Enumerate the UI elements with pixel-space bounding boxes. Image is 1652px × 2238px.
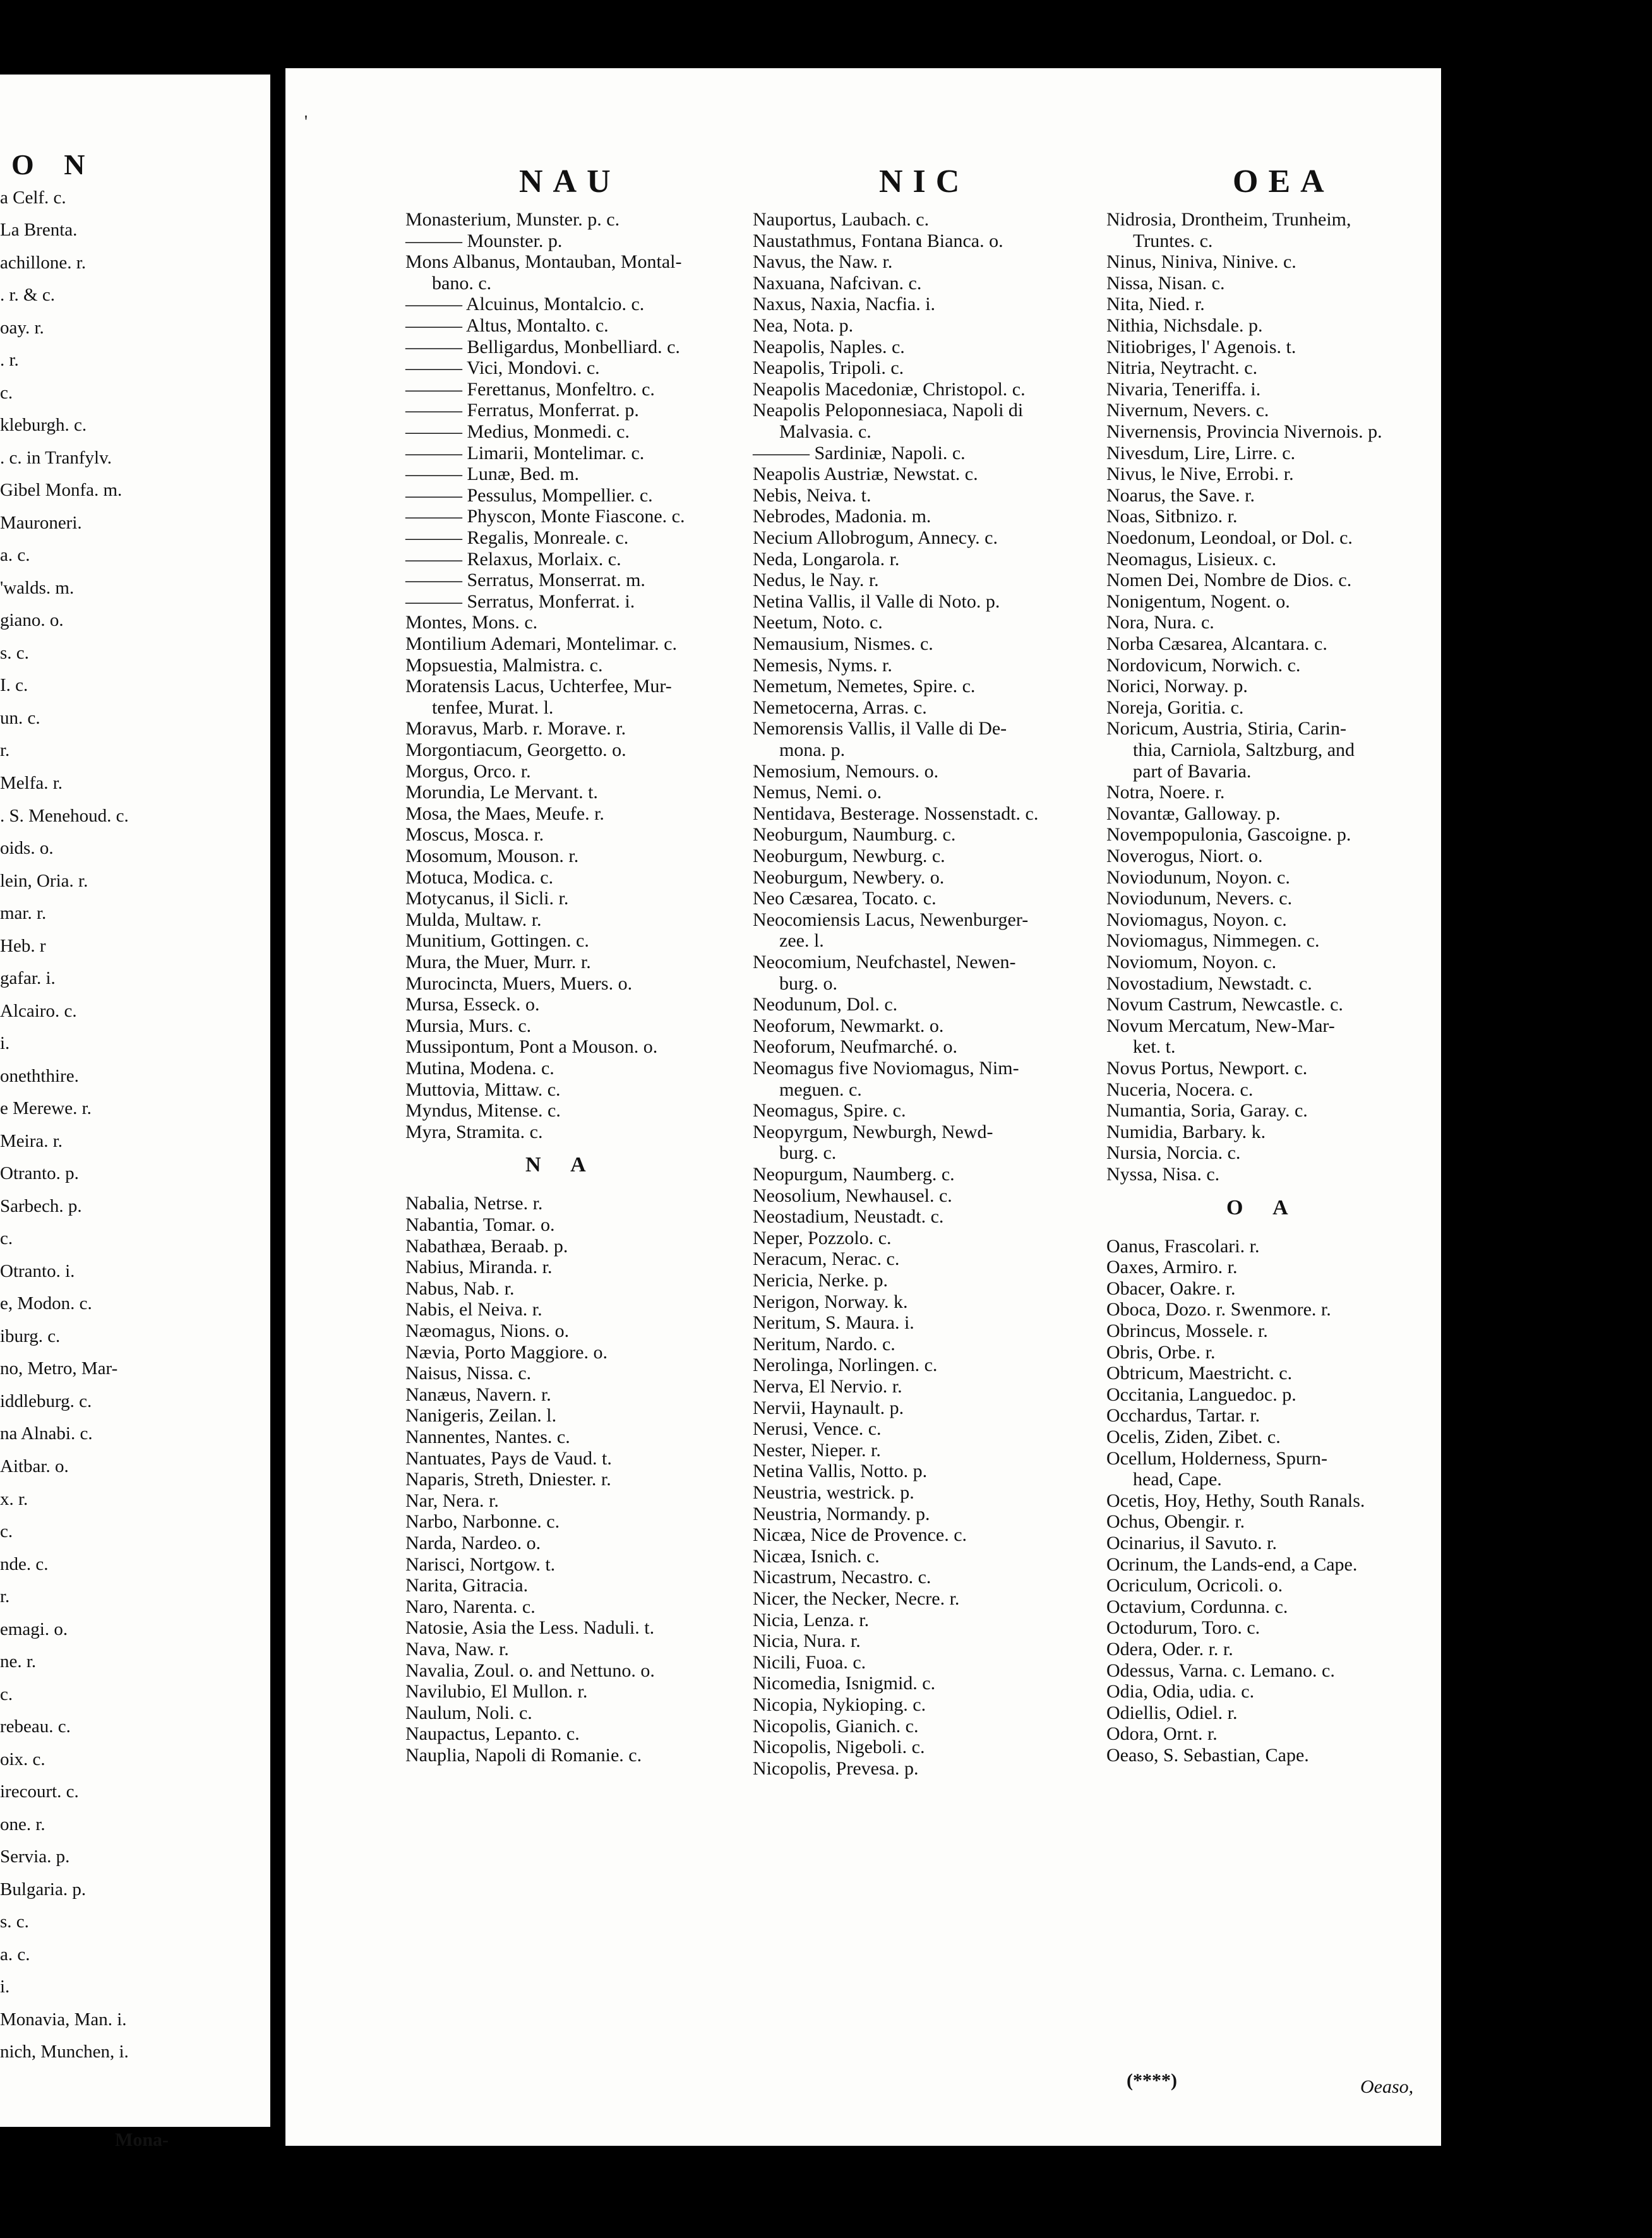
dictionary-entry: Montilium Ademari, Montelimar. c. <box>405 633 677 654</box>
dictionary-entry: ——— Ferettanus, Monfeltro. c. <box>405 378 655 400</box>
dictionary-entry: Nicæa, Isnich. c. <box>753 1545 880 1567</box>
dictionary-entry: Neracum, Nerac. c. <box>753 1248 900 1270</box>
dictionary-entry: Myra, Stramita. c. <box>405 1121 543 1142</box>
dictionary-entry: Navus, the Naw. r. <box>753 251 893 273</box>
left-page-line: . r. <box>0 350 19 371</box>
dictionary-entry: Nabathæa, Beraab. p. <box>405 1235 568 1257</box>
dictionary-entry: Occitania, Languedoc. p. <box>1106 1384 1296 1405</box>
dictionary-entry: Neapolis Macedoniæ, Christopol. c. <box>753 378 1026 400</box>
dictionary-entry: Nemosium, Nemours. o. <box>753 760 939 782</box>
dictionary-entry: Nuceria, Nocera. c. <box>1106 1079 1254 1100</box>
dictionary-entry: Næomagus, Nions. o. <box>405 1320 570 1341</box>
dictionary-entry: mona. p. <box>779 739 846 760</box>
dictionary-entry: ——— Medius, Monmedi. c. <box>405 421 630 442</box>
dictionary-entry: Nebrodes, Madonia. m. <box>753 506 931 527</box>
dictionary-entry: Neocomium, Neufchastel, Newen- <box>753 952 1016 972</box>
left-page-line: Aitbar. o. <box>0 1456 69 1477</box>
left-page-line: Servia. p. <box>0 1846 70 1867</box>
column-heading: NAU <box>519 164 621 200</box>
dictionary-entry: Novus Portus, Newport. c. <box>1106 1058 1308 1079</box>
dictionary-entry: Novantæ, Galloway. p. <box>1106 803 1281 824</box>
dictionary-entry: Norba Cæsarea, Alcantara. c. <box>1106 633 1327 654</box>
signature-mark: (****) <box>1127 2070 1177 2091</box>
dictionary-entry: Nabantia, Tomar. o. <box>405 1214 555 1235</box>
dictionary-entry: Nicopia, Nykioping. c. <box>753 1694 926 1715</box>
left-page-line: oneththire. <box>0 1065 79 1086</box>
dictionary-entry: Nivus, le Nive, Errobi. r. <box>1106 464 1294 485</box>
column-heading: NIC <box>879 164 970 200</box>
dictionary-entry: Neosolium, Newhausel. c. <box>753 1185 952 1206</box>
dictionary-entry: Mosomum, Mouson. r. <box>405 846 579 866</box>
dictionary-entry: Narbo, Narbonne. c. <box>405 1511 560 1533</box>
dictionary-entry: Nanæus, Navern. r. <box>405 1384 551 1405</box>
dictionary-entry: Nora, Nura. c. <box>1106 612 1214 633</box>
left-page-line: i. <box>0 1033 10 1054</box>
left-page-line: Mauroneri. <box>0 512 82 533</box>
dictionary-entry: Nyssa, Nisa. c. <box>1106 1164 1220 1185</box>
dictionary-entry: Odera, Oder. r. r. <box>1106 1639 1233 1660</box>
dictionary-entry: Nomen Dei, Nombre de Dios. c. <box>1106 570 1352 591</box>
dictionary-entry: Nericia, Nerke. p. <box>753 1270 889 1291</box>
dictionary-entry: zee. l. <box>779 930 824 952</box>
dictionary-entry: Morgus, Orco. r. <box>405 760 531 782</box>
dictionary-entry: Neodunum, Dol. c. <box>753 994 898 1015</box>
dictionary-entry: Occhardus, Tartar. r. <box>1106 1405 1260 1427</box>
dictionary-entry: ket. t. <box>1133 1036 1176 1058</box>
dictionary-entry: Novum Mercatum, New-Mar- <box>1106 1015 1335 1036</box>
dictionary-entry: Neopurgum, Naumberg. c. <box>753 1164 955 1185</box>
dictionary-entry: Noviodunum, Nevers. c. <box>1106 888 1293 909</box>
dictionary-entry: Octavium, Cordunna. c. <box>1106 1596 1288 1617</box>
left-page-line: . S. Menehoud. c. <box>0 805 129 826</box>
dictionary-entry: Naulum, Noli. c. <box>405 1702 532 1723</box>
left-page-line: kleburgh. c. <box>0 415 87 436</box>
dictionary-entry: Noas, Sitbnizo. r. <box>1106 506 1238 527</box>
dictionary-entry: Nabis, el Neiva. r. <box>405 1299 542 1320</box>
dictionary-entry: tenfee, Murat. l. <box>432 697 554 718</box>
dictionary-entry: Nannentes, Nantes. c. <box>405 1427 570 1447</box>
left-page-line: r. <box>0 740 10 761</box>
dictionary-entry: Noverogus, Niort. o. <box>1106 846 1263 866</box>
left-page-line: Melfa. r. <box>0 772 63 793</box>
dictionary-entry: ——— Limarii, Montelimar. c. <box>405 442 645 464</box>
dictionary-entry: Nursia, Norcia. c. <box>1106 1142 1241 1164</box>
left-page-line: r. <box>0 1586 10 1607</box>
dictionary-entry: Nauplia, Napoli di Romanie. c. <box>405 1745 642 1766</box>
dictionary-entry: Nicopolis, Gianich. c. <box>753 1715 919 1737</box>
right-catchword: Oeaso, <box>1360 2076 1414 2097</box>
left-page-line: Bulgaria. p. <box>0 1879 87 1900</box>
dictionary-entry: Motycanus, il Sicli. r. <box>405 888 569 909</box>
left-page-heading: O N <box>11 148 97 181</box>
dictionary-entry: burg. o. <box>779 972 837 994</box>
dictionary-entry: Ocetis, Hoy, Hethy, South Ranals. <box>1106 1490 1365 1511</box>
dictionary-entry: ——— Belligardus, Monbelliard. c. <box>405 336 680 357</box>
dictionary-entry: Neapolis Austriæ, Newstat. c. <box>753 464 978 485</box>
dictionary-entry: Oanus, Frascolari. r. <box>1106 1235 1260 1257</box>
dictionary-entry: Octodurum, Toro. c. <box>1106 1617 1260 1639</box>
dictionary-entry: Odiellis, Odiel. r. <box>1106 1702 1238 1723</box>
dictionary-entry: Nicastrum, Necastro. c. <box>753 1567 931 1588</box>
dictionary-entry: Odessus, Varna. c. Lemano. c. <box>1106 1660 1335 1681</box>
left-page-line: achillone. r. <box>0 252 87 273</box>
dictionary-entry: Neoburgum, Newburg. c. <box>753 846 945 866</box>
section-subheading: N A <box>525 1153 599 1177</box>
dictionary-entry: Noviomagus, Noyon. c. <box>1106 909 1287 930</box>
dictionary-entry: Nar, Nera. r. <box>405 1490 499 1511</box>
dictionary-entry: Mons Albanus, Montauban, Montal- <box>405 251 682 273</box>
dictionary-entry: ——— Serratus, Monserrat. m. <box>405 570 645 591</box>
dictionary-entry: Neetum, Noto. c. <box>753 612 883 633</box>
dictionary-entry: Mutina, Modena. c. <box>405 1058 554 1079</box>
left-page-line: Monavia, Man. i. <box>0 2009 127 2030</box>
left-catchword: Mona- <box>115 2129 169 2150</box>
dictionary-entry: ——— Mounster. p. <box>405 230 563 251</box>
dictionary-entry: Mulda, Multaw. r. <box>405 909 542 930</box>
dictionary-entry: Nemorensis Vallis, il Valle di De- <box>753 718 1007 739</box>
top-mark: ' <box>304 112 308 132</box>
dictionary-entry: Moravus, Marb. r. Morave. r. <box>405 718 626 739</box>
dictionary-entry: Truntes. c. <box>1133 230 1213 251</box>
dictionary-entry: Nea, Nota. p. <box>753 315 854 336</box>
left-page-line: un. c. <box>0 707 40 728</box>
left-page-line: lein, Oria. r. <box>0 870 88 891</box>
dictionary-entry: Mura, the Muer, Murr. r. <box>405 952 591 972</box>
dictionary-entry: Ninus, Niniva, Ninive. c. <box>1106 251 1296 273</box>
dictionary-entry: ——— Serratus, Monferrat. i. <box>405 590 635 612</box>
dictionary-entry: Nithia, Nichsdale. p. <box>1106 315 1263 336</box>
dictionary-entry: Nervii, Haynault. p. <box>753 1397 904 1418</box>
left-page-line: . r. & c. <box>0 285 55 306</box>
left-page-line: e Merewe. r. <box>0 1098 92 1119</box>
dictionary-entry: Natosie, Asia the Less. Naduli. t. <box>405 1617 655 1639</box>
dictionary-entry: Numidia, Barbary. k. <box>1106 1121 1266 1142</box>
dictionary-entry: Nantuates, Pays de Vaud. t. <box>405 1447 612 1469</box>
dictionary-entry: Neopyrgum, Newburgh, Newd- <box>753 1121 993 1142</box>
dictionary-entry: Obrincus, Mossele. r. <box>1106 1320 1268 1341</box>
dictionary-entry: Obtricum, Maestricht. c. <box>1106 1363 1293 1384</box>
dictionary-entry: Nemesis, Nyms. r. <box>753 654 892 676</box>
left-page-line: Heb. r <box>0 935 46 956</box>
dictionary-entry: Numantia, Soria, Garay. c. <box>1106 1100 1308 1122</box>
dictionary-entry: Navalia, Zoul. o. and Nettuno. o. <box>405 1660 655 1681</box>
dictionary-entry: Nicer, the Necker, Necre. r. <box>753 1588 960 1609</box>
dictionary-entry: Naupactus, Lepanto. c. <box>405 1723 580 1745</box>
dictionary-entry: Mussipontum, Pont a Mouson. o. <box>405 1036 658 1058</box>
dictionary-entry: Notra, Noere. r. <box>1106 782 1225 803</box>
dictionary-entry: Nitiobriges, l' Agenois. t. <box>1106 336 1296 357</box>
dictionary-entry: Neoforum, Neufmarché. o. <box>753 1036 958 1058</box>
left-page-line: Alcairo. c. <box>0 1000 77 1021</box>
dictionary-entry: Navilubio, El Mullon. r. <box>405 1681 588 1702</box>
dictionary-entry: Nedus, le Nay. r. <box>753 570 879 591</box>
dictionary-entry: ——— Vici, Mondovi. c. <box>405 357 600 379</box>
dictionary-entry: Ocellum, Holderness, Spurn- <box>1106 1447 1327 1469</box>
dictionary-entry: Neoburgum, Newbery. o. <box>753 866 945 888</box>
dictionary-entry: ——— Relaxus, Morlaix. c. <box>405 548 621 570</box>
left-page-line: c. <box>0 1684 13 1704</box>
left-page-line: nich, Munchen, i. <box>0 2042 129 2062</box>
dictionary-entry: Neritum, S. Maura. i. <box>753 1312 914 1334</box>
dictionary-entry: Nissa, Nisan. c. <box>1106 272 1225 294</box>
dictionary-entry: Nemetum, Nemetes, Spire. c. <box>753 676 976 697</box>
dictionary-entry: Nemus, Nemi. o. <box>753 782 882 803</box>
dictionary-entry: Nanigeris, Zeilan. l. <box>405 1405 557 1427</box>
dictionary-entry: Noviomagus, Nimmegen. c. <box>1106 930 1320 952</box>
dictionary-entry: Neostadium, Neustadt. c. <box>753 1206 944 1228</box>
dictionary-entry: Nicopolis, Nigeboli. c. <box>753 1737 925 1758</box>
column-heading: OEA <box>1233 164 1334 200</box>
dictionary-entry: Nicia, Lenza. r. <box>753 1609 870 1631</box>
dictionary-entry: burg. c. <box>779 1142 837 1164</box>
dictionary-entry: ——— Alcuinus, Montalcio. c. <box>405 294 645 315</box>
left-page-line: c. <box>0 1521 13 1542</box>
dictionary-entry: Nava, Naw. r. <box>405 1639 509 1660</box>
left-page-line: a. c. <box>0 1944 30 1965</box>
dictionary-entry: Obacer, Oakre. r. <box>1106 1278 1236 1299</box>
dictionary-entry: Mosa, the Maes, Meufe. r. <box>405 803 604 824</box>
dictionary-entry: Nævia, Porto Maggiore. o. <box>405 1341 608 1363</box>
left-page-line: oay. r. <box>0 317 44 338</box>
dictionary-entry: Neo Cæsarea, Tocato. c. <box>753 888 937 909</box>
dictionary-entry: Neapolis, Tripoli. c. <box>753 357 904 379</box>
dictionary-entry: Neomagus, Lisieux. c. <box>1106 548 1277 570</box>
dictionary-entry: Narda, Nardeo. o. <box>405 1533 541 1553</box>
left-page-line: c. <box>0 1228 13 1249</box>
dictionary-entry: Nicia, Nura. r. <box>753 1631 861 1652</box>
dictionary-entry: Neda, Longarola. r. <box>753 548 900 570</box>
dictionary-entry: Nauportus, Laubach. c. <box>753 209 930 230</box>
dictionary-entry: Neomagus five Noviomagus, Nim- <box>753 1058 1019 1079</box>
dictionary-entry: Nivaria, Teneriffa. i. <box>1106 378 1261 400</box>
left-page-line: Meira. r. <box>0 1130 63 1151</box>
dictionary-entry: Nerolinga, Norlingen. c. <box>753 1355 938 1376</box>
dictionary-entry: Nemausium, Nismes. c. <box>753 633 933 654</box>
dictionary-entry: Nivernensis, Provincia Nivernois. p. <box>1106 421 1382 442</box>
left-page-line: s. c. <box>0 1912 29 1932</box>
dictionary-entry: Nonigentum, Nogent. o. <box>1106 590 1290 612</box>
dictionary-entry: Murocincta, Muers, Muers. o. <box>405 972 633 994</box>
dictionary-entry: Morgontiacum, Georgetto. o. <box>405 739 626 760</box>
dictionary-entry: Neustria, westrick. p. <box>753 1482 914 1503</box>
dictionary-entry: Malvasia. c. <box>779 421 871 442</box>
left-page-line: Otranto. i. <box>0 1260 75 1281</box>
dictionary-entry: Neapolis Peloponnesiaca, Napoli di <box>753 400 1024 421</box>
left-page-line: ne. r. <box>0 1651 37 1672</box>
dictionary-entry: Ocelis, Ziden, Zibet. c. <box>1106 1427 1281 1447</box>
dictionary-entry: Ocrinum, the Lands-end, a Cape. <box>1106 1553 1358 1575</box>
dictionary-entry: Neustria, Normandy. p. <box>753 1503 930 1524</box>
dictionary-entry: Neper, Pozzolo. c. <box>753 1227 892 1248</box>
left-page-line: oix. c. <box>0 1749 45 1769</box>
dictionary-entry: Nemetocerna, Arras. c. <box>753 697 927 718</box>
left-page-line: a Celf. c. <box>0 187 66 208</box>
dictionary-entry: Obris, Orbe. r. <box>1106 1341 1216 1363</box>
dictionary-entry: Noviomum, Noyon. c. <box>1106 952 1277 972</box>
left-page-fragment <box>0 75 270 2150</box>
dictionary-entry: Neapolis, Naples. c. <box>753 336 905 357</box>
dictionary-entry: Montes, Mons. c. <box>405 612 538 633</box>
dictionary-page <box>285 68 1441 2146</box>
left-page-line: iddleburg. c. <box>0 1391 92 1411</box>
dictionary-entry: Nicomedia, Isnigmid. c. <box>753 1673 936 1694</box>
dictionary-entry: Nitria, Neytracht. c. <box>1106 357 1258 379</box>
left-page-line: emagi. o. <box>0 1619 68 1639</box>
dictionary-entry: Mopsuestia, Malmistra. c. <box>405 654 603 676</box>
dictionary-entry: Odora, Ornt. r. <box>1106 1723 1218 1745</box>
dictionary-entry: Noreja, Goritia. c. <box>1106 697 1244 718</box>
left-page-line: mar. r. <box>0 903 47 924</box>
dictionary-entry: Nebis, Neiva. t. <box>753 484 871 506</box>
dictionary-entry: Naro, Narenta. c. <box>405 1596 536 1617</box>
dictionary-entry: Ochus, Obengir. r. <box>1106 1511 1245 1533</box>
left-page-line: na Alnabi. c. <box>0 1423 93 1444</box>
left-page-line: nde. c. <box>0 1553 49 1574</box>
dictionary-entry: Ocinarius, il Savuto. r. <box>1106 1533 1277 1553</box>
dictionary-entry: Oeaso, S. Sebastian, Cape. <box>1106 1745 1309 1766</box>
dictionary-entry: Noviodunum, Noyon. c. <box>1106 866 1290 888</box>
dictionary-entry: Naisus, Nissa. c. <box>405 1363 532 1384</box>
dictionary-entry: Novempopulonia, Gascoigne. p. <box>1106 824 1351 846</box>
left-page-line: 'walds. m. <box>0 577 75 598</box>
left-page-line: s. c. <box>0 642 29 663</box>
dictionary-entry: Nerigon, Norway. k. <box>753 1291 908 1312</box>
left-page-line: rebeau. c. <box>0 1716 71 1737</box>
dictionary-entry: Ocriculum, Ocricoli. o. <box>1106 1575 1283 1596</box>
dictionary-entry: head, Cape. <box>1133 1469 1222 1490</box>
dictionary-entry: Mursa, Esseck. o. <box>405 994 540 1015</box>
dictionary-entry: Neocomiensis Lacus, Newenburger- <box>753 909 1029 930</box>
left-page-line: e, Modon. c. <box>0 1293 92 1314</box>
dictionary-entry: Neoforum, Newmarkt. o. <box>753 1015 944 1036</box>
dictionary-entry: ——— Sardiniæ, Napoli. c. <box>753 442 966 464</box>
left-page-line: a. c. <box>0 545 30 566</box>
left-page-line: La Brenta. <box>0 220 78 241</box>
dictionary-entry: Monasterium, Munster. p. c. <box>405 209 620 230</box>
dictionary-entry: Narisci, Nortgow. t. <box>405 1553 556 1575</box>
dictionary-entry: bano. c. <box>432 272 492 294</box>
dictionary-entry: Nivernum, Nevers. c. <box>1106 400 1269 421</box>
dictionary-entry: Oaxes, Armiro. r. <box>1106 1257 1238 1278</box>
dictionary-entry: ——— Ferratus, Monferrat. p. <box>405 400 639 421</box>
dictionary-entry: meguen. c. <box>779 1079 862 1100</box>
dictionary-entry: Narita, Gitracia. <box>405 1575 529 1596</box>
dictionary-entry: Muttovia, Mittaw. c. <box>405 1079 561 1100</box>
dictionary-entry: Nentidava, Besterage. Nossenstadt. c. <box>753 803 1039 824</box>
left-page-line: gafar. i. <box>0 968 56 989</box>
dictionary-entry: Noarus, the Save. r. <box>1106 484 1255 506</box>
dictionary-entry: ——— Lunæ, Bed. m. <box>405 464 579 485</box>
dictionary-entry: Myndus, Mitense. c. <box>405 1100 561 1122</box>
left-page-line: no, Metro, Mar- <box>0 1358 118 1379</box>
dictionary-entry: Naxus, Naxia, Nacfia. i. <box>753 294 936 315</box>
left-page-line: . c. in Tranfylv. <box>0 447 112 468</box>
left-page-line: irecourt. c. <box>0 1781 79 1802</box>
dictionary-entry: part of Bavaria. <box>1133 760 1252 782</box>
dictionary-entry: Norici, Norway. p. <box>1106 676 1248 697</box>
left-page-line: i. <box>0 1977 10 1997</box>
dictionary-entry: Nerusi, Vence. c. <box>753 1418 882 1440</box>
dictionary-entry: Motuca, Modica. c. <box>405 866 554 888</box>
dictionary-entry: Naxuana, Nafcivan. c. <box>753 272 922 294</box>
dictionary-entry: Noricum, Austria, Stiria, Carin- <box>1106 718 1346 739</box>
dictionary-entry: Netina Vallis, il Valle di Noto. p. <box>753 590 1000 612</box>
left-page-line: c. <box>0 382 13 403</box>
dictionary-entry: Nicopolis, Prevesa. p. <box>753 1757 919 1779</box>
dictionary-entry: Nabus, Nab. r. <box>405 1278 515 1299</box>
dictionary-entry: Nabalia, Netrse. r. <box>405 1193 543 1214</box>
dictionary-entry: Mursia, Murs. c. <box>405 1015 532 1036</box>
dictionary-entry: Odia, Odia, udia. c. <box>1106 1681 1255 1702</box>
dictionary-entry: Nordovicum, Norwich. c. <box>1106 654 1301 676</box>
dictionary-entry: Nester, Nieper. r. <box>753 1439 881 1461</box>
dictionary-entry: Novostadium, Newstadt. c. <box>1106 972 1312 994</box>
left-page-line: Sarbech. p. <box>0 1195 82 1216</box>
dictionary-entry: Nerva, El Nervio. r. <box>753 1376 902 1397</box>
dictionary-entry: Nicæa, Nice de Provence. c. <box>753 1524 967 1546</box>
dictionary-entry: Oboca, Dozo. r. Swenmore. r. <box>1106 1299 1331 1320</box>
dictionary-entry: Moscus, Mosca. r. <box>405 824 544 846</box>
left-page-line: x. r. <box>0 1488 28 1509</box>
dictionary-entry: Nivesdum, Lire, Lirre. c. <box>1106 442 1296 464</box>
dictionary-entry: ——— Altus, Montalto. c. <box>405 315 609 336</box>
dictionary-entry: Netina Vallis, Notto. p. <box>753 1461 928 1482</box>
dictionary-entry: Neritum, Nardo. c. <box>753 1333 895 1355</box>
dictionary-entry: Munitium, Gottingen. c. <box>405 930 589 952</box>
dictionary-entry: ——— Pessulus, Mompellier. c. <box>405 484 653 506</box>
dictionary-entry: Neoburgum, Naumburg. c. <box>753 824 956 846</box>
left-page-line: iburg. c. <box>0 1325 61 1346</box>
left-page-line: I. c. <box>0 675 28 696</box>
section-subheading: O A <box>1226 1195 1301 1219</box>
dictionary-entry: Nidrosia, Drontheim, Trunheim, <box>1106 209 1351 230</box>
dictionary-entry: Necium Allobrogum, Annecy. c. <box>753 527 998 548</box>
dictionary-entry: Naustathmus, Fontana Bianca. o. <box>753 230 1003 251</box>
dictionary-entry: Nicili, Fuoa. c. <box>753 1651 866 1673</box>
dictionary-entry: Neomagus, Spire. c. <box>753 1100 906 1122</box>
dictionary-entry: ——— Regalis, Monreale. c. <box>405 527 629 548</box>
dictionary-entry: thia, Carniola, Saltzburg, and <box>1133 739 1355 760</box>
dictionary-entry: Nabius, Miranda. r. <box>405 1257 553 1278</box>
left-page-line: one. r. <box>0 1814 45 1834</box>
dictionary-entry: Moratensis Lacus, Uchterfee, Mur- <box>405 676 672 697</box>
dictionary-entry: Nita, Nied. r. <box>1106 294 1205 315</box>
left-page-line: Gibel Monfa. m. <box>0 480 123 501</box>
dictionary-entry: Novum Castrum, Newcastle. c. <box>1106 994 1343 1015</box>
left-page-line: Otranto. p. <box>0 1163 79 1184</box>
dictionary-entry: Noedonum, Leondoal, or Dol. c. <box>1106 527 1353 548</box>
left-page-line: oids. o. <box>0 838 54 859</box>
dictionary-entry: Naparis, Streth, Dniester. r. <box>405 1469 611 1490</box>
left-page-line: giano. o. <box>0 610 64 631</box>
dictionary-entry: ——— Physcon, Monte Fiascone. c. <box>405 506 685 527</box>
dictionary-entry: Morundia, Le Mervant. t. <box>405 782 598 803</box>
